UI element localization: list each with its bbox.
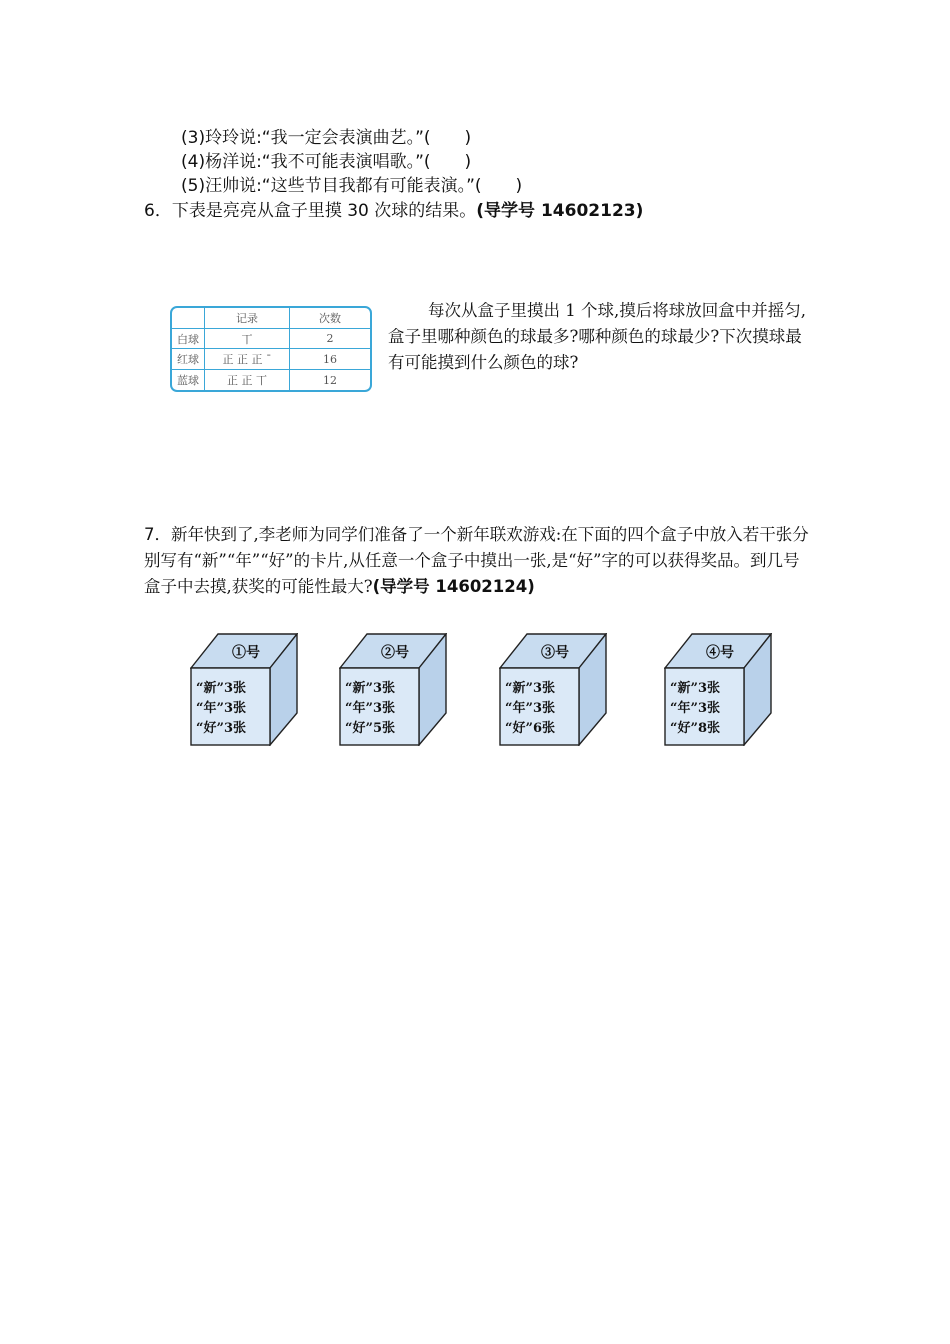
- box-2: [339, 633, 447, 746]
- q5-item-5: (5)汪帅说:“这些节目我都有可能表演。”( ): [181, 176, 523, 196]
- table-cell-color: 红球: [172, 349, 205, 370]
- table-header-record: 记录: [205, 308, 290, 328]
- table-header-count: 次数: [290, 308, 371, 328]
- table-cell-tally: 丅: [205, 328, 290, 349]
- box-xin-count: “新”3张: [505, 681, 556, 696]
- box-hao-count: “好”5张: [345, 721, 396, 736]
- box-1: [190, 633, 298, 746]
- box-label: ④号: [706, 645, 734, 661]
- q7-ref: (导学号 14602124): [372, 577, 535, 596]
- table-cell-count: 12: [290, 370, 371, 390]
- table-cell-color: 蓝球: [172, 370, 205, 390]
- box-4: [664, 633, 772, 746]
- q6-ref: (导学号 14602123): [476, 201, 644, 221]
- tally-table: [170, 306, 372, 392]
- box-xin-count: “新”3张: [670, 681, 721, 696]
- box-hao-count: “好”8张: [670, 721, 721, 736]
- box-3: [499, 633, 607, 746]
- box-nian-count: “年”3张: [345, 701, 396, 716]
- box-label: ①号: [232, 645, 260, 661]
- table-header-row: [172, 308, 370, 328]
- table-cell-tally: 正 正 丅: [205, 370, 290, 390]
- box-hao-count: “好”3张: [196, 721, 247, 736]
- table-row: [172, 328, 370, 349]
- box-hao-count: “好”6张: [505, 721, 556, 736]
- box-nian-count: “年”3张: [670, 701, 721, 716]
- table-cell-count: 2: [290, 328, 371, 349]
- table-cell-color: 白球: [172, 328, 205, 349]
- table-row: [172, 349, 370, 370]
- q5-item-3: (3)玲玲说:“我一定会表演曲艺。”( ): [181, 128, 472, 148]
- table-row: [172, 370, 370, 390]
- q7-paragraph: [144, 522, 810, 600]
- q5-item-4: (4)杨洋说:“我不可能表演唱歌。”( ): [181, 152, 472, 172]
- q6-paragraph: 每次从盒子里摸出 1 个球,摸后将球放回盒中并摇匀,盒子里哪种颜色的球最多?哪种颜色的球最少?下次摸球最有可能摸到什么颜色的球?: [388, 301, 806, 372]
- box-nian-count: “年”3张: [505, 701, 556, 716]
- box-xin-count: “新”3张: [196, 681, 247, 696]
- table-cell-count: 16: [290, 349, 371, 370]
- box-label: ③号: [541, 645, 569, 661]
- box-label: ②号: [381, 645, 409, 661]
- box-xin-count: “新”3张: [345, 681, 396, 696]
- box-nian-count: “年”3张: [196, 701, 247, 716]
- q7-number: 7．: [144, 525, 171, 544]
- table-header-blank: [172, 308, 205, 328]
- q6-text: 下表是亮亮从盒子里摸 30 次球的结果。: [171, 201, 477, 221]
- q6-number: 6．: [144, 201, 172, 221]
- q6-heading: [144, 199, 643, 223]
- q7-text: 新年快到了,李老师为同学们准备了一个新年联欢游戏:在下面的四个盒子中放入若干张分别写有“新”“年”“好”的卡片,从任意一个盒子中摸出一张,是“好”字的可以获得奖品。到几号盒子中去摸,获奖的可能性最大?: [144, 525, 809, 596]
- table-cell-tally: 正 正 正 ¯: [205, 349, 290, 370]
